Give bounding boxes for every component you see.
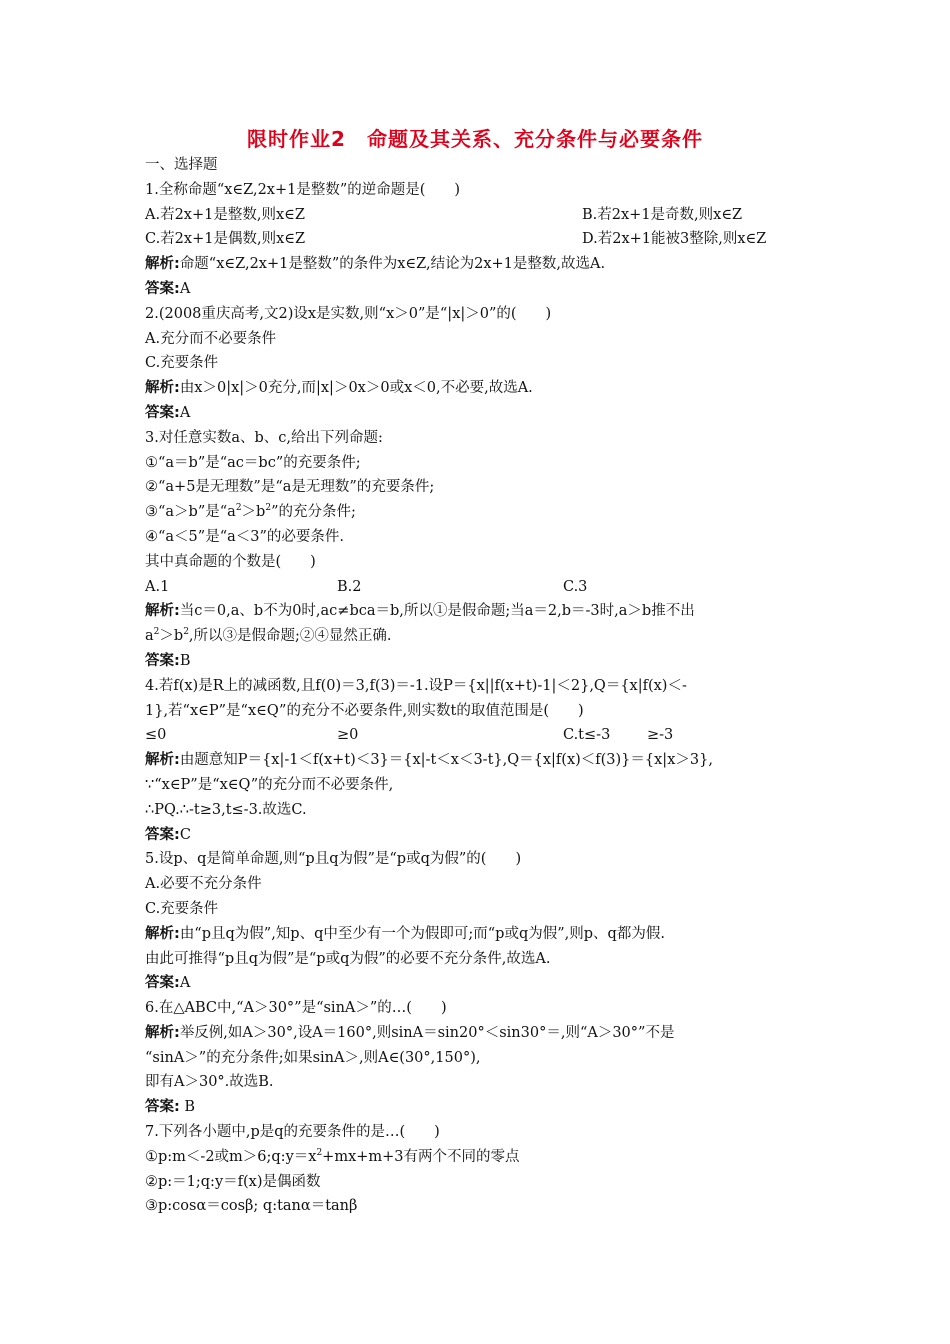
q1-option-d: D.若2x+1能被3整除,则x∈Z	[582, 231, 767, 248]
q4-analysis-line2: ∵“x∈P”是“x∈Q”的充分而不必要条件,	[145, 776, 394, 793]
q3-proposition-2: ②“a+5是无理数”是“a是无理数”的充要条件;	[145, 479, 435, 496]
q1-analysis-text: 命题“x∈Z,2x+1是整数”的条件为x∈Z,结论为2x+1是整数,故选A.	[179, 256, 606, 273]
q3-option-a: A.1	[145, 578, 170, 595]
q2-analysis	[145, 376, 815, 401]
q1-analysis	[145, 252, 815, 277]
q6-analysis-line2: “sinA＞”的充分条件;如果sinA＞,则A∈(30°,150°),	[145, 1049, 481, 1066]
q5-analysis-line2: 由此可推得“p且q为假”是“p或q为假”的必要不充分条件,故选A.	[145, 950, 551, 967]
q6-analysis-text: 举反例,如A＞30°,设A＝160°,则sinA＝sin20°＜sin30°＝,则“A＞30°”不是	[179, 1024, 675, 1041]
q4-answer	[145, 823, 815, 848]
q2-answer-value: A	[179, 404, 191, 421]
answer-label: 答案:	[145, 404, 180, 421]
q4-analysis-line3: ∴PQ.∴-t≥3,t≤-3.故选C.	[145, 801, 307, 818]
q2-answer	[145, 401, 815, 426]
q6-answer	[145, 1095, 815, 1120]
q7-stem: 7.下列各小题中,p是q的充要条件的是…( )	[145, 1124, 440, 1141]
q1-answer	[145, 277, 815, 302]
q3-option-b: B.2	[337, 578, 362, 595]
q5-analysis	[145, 922, 815, 947]
q3-proposition-4: ④“a＜5”是“a＜3”的必要条件.	[145, 528, 344, 545]
q4-option-a: ≤0	[145, 727, 167, 744]
q2-stem: 2.(2008重庆高考,文2)设x是实数,则“x＞0”是“|x|＞0”的( )	[145, 305, 552, 322]
q1-option-c: C.若2x+1是偶数,则x∈Z	[145, 231, 306, 248]
q4-stem: 4.若f(x)是R上的减函数,且f(0)＝3,f(3)＝-1.设P＝{x||f(x+t)-1|＜2},Q＝{x|f(x)＜-	[145, 677, 687, 694]
q5-analysis-text: 由“p且q为假”,知p、q中至少有一个为假即可;而“p或q为假”,则p、q都为假.	[179, 925, 665, 942]
q6-analysis-line3: 即有A＞30°.故选B.	[145, 1074, 274, 1091]
q1-answer-value: A	[179, 280, 191, 297]
q4-analysis-text: 由题意知P＝{x|-1＜f(x+t)＜3}＝{x|-t＜x＜3-t},Q＝{x|f(x)＜f(3)}＝{x|x＞3},	[179, 752, 713, 769]
q5-option-a: A.必要不充分条件	[145, 876, 262, 893]
q1-options-cd	[145, 227, 815, 252]
q6-analysis	[145, 1021, 815, 1046]
answer-label: 答案:	[145, 1099, 180, 1116]
q2-option-c: C.充要条件	[145, 355, 219, 372]
document-body	[145, 153, 815, 1219]
q1-options-ab	[145, 203, 815, 228]
answer-label: 答案:	[145, 975, 180, 992]
q1-option-a: A.若2x+1是整数,则x∈Z	[145, 206, 305, 223]
q4-stem-cont: 1},若“x∈P”是“x∈Q”的充分不必要条件,则实数t的取值范围是( )	[145, 702, 584, 719]
q3-analysis-cont: $a^2>b^2$,所以③是假命题;②④显然正确.	[145, 627, 392, 645]
answer-label: 答案:	[145, 652, 180, 669]
q3-proposition-1: ①“a＝b”是“ac＝bc”的充要条件;	[145, 454, 361, 471]
analysis-label: 解析:	[145, 1024, 180, 1041]
q3-answer-value: B	[179, 652, 191, 669]
q4-option-c: C.t≤-3	[563, 727, 611, 744]
q4-analysis	[145, 748, 815, 773]
answer-label: 答案:	[145, 826, 180, 843]
q3-options	[145, 575, 815, 600]
q5-answer	[145, 971, 815, 996]
q5-answer-value: A	[179, 975, 191, 992]
q3-question: 其中真命题的个数是( )	[145, 553, 316, 570]
q3-analysis-text: 当c＝0,a、b不为0时,ac≠bca＝b,所以①是假命题;当a＝2,b＝-3时,a＞b推不出	[179, 603, 695, 620]
q4-answer-value: C	[179, 826, 191, 843]
q5-option-c: C.充要条件	[145, 900, 219, 917]
q2-option-a: A.充分而不必要条件	[145, 330, 277, 347]
analysis-label: 解析:	[145, 603, 180, 620]
q1-stem: 1.全称命题“x∈Z,2x+1是整数”的逆命题是( )	[145, 181, 461, 198]
q4-option-b: ≥0	[337, 727, 359, 744]
analysis-label: 解析:	[145, 256, 180, 273]
q4-option-d: ≥-3	[647, 727, 674, 744]
q3-option-c: C.3	[563, 578, 588, 595]
q1-option-b: B.若2x+1是奇数,则x∈Z	[582, 206, 743, 223]
q5-stem: 5.设p、q是简单命题,则“p且q为假”是“p或q为假”的( )	[145, 851, 522, 868]
q4-options	[145, 723, 815, 748]
q6-answer-value: B	[179, 1099, 196, 1116]
q7-item-2: ②p:＝1;q:y＝f(x)是偶函数	[145, 1173, 321, 1190]
answer-label: 答案:	[145, 280, 180, 297]
q3-analysis	[145, 599, 815, 624]
document-title: 限时作业2 命题及其关系、充分条件与必要条件	[247, 127, 703, 151]
q6-stem: 6.在△ABC中,“A＞30°”是“sinA＞”的…( )	[145, 1000, 447, 1017]
q7-item-3: ③p:cosα＝cosβ; q:tanα＝tanβ	[145, 1198, 358, 1215]
analysis-label: 解析:	[145, 925, 180, 942]
q7-item-1: ①p:m＜-2或$m>6;q:y=x^2+mx+m+3$有两个不同的零点	[145, 1147, 520, 1165]
analysis-label: 解析:	[145, 752, 180, 769]
q2-analysis-text: 由x＞0|x|＞0充分,而|x|＞0x＞0或x＜0,不必要,故选A.	[179, 380, 533, 397]
q3-stem: 3.对任意实数a、b、c,给出下列命题:	[145, 429, 383, 446]
q3-proposition-3: ③“a＞b”是“$a^2>b^2$”的充分条件;	[145, 503, 356, 521]
section-heading: 一、选择题	[145, 157, 218, 173]
analysis-label: 解析:	[145, 380, 180, 397]
q3-answer	[145, 649, 815, 674]
